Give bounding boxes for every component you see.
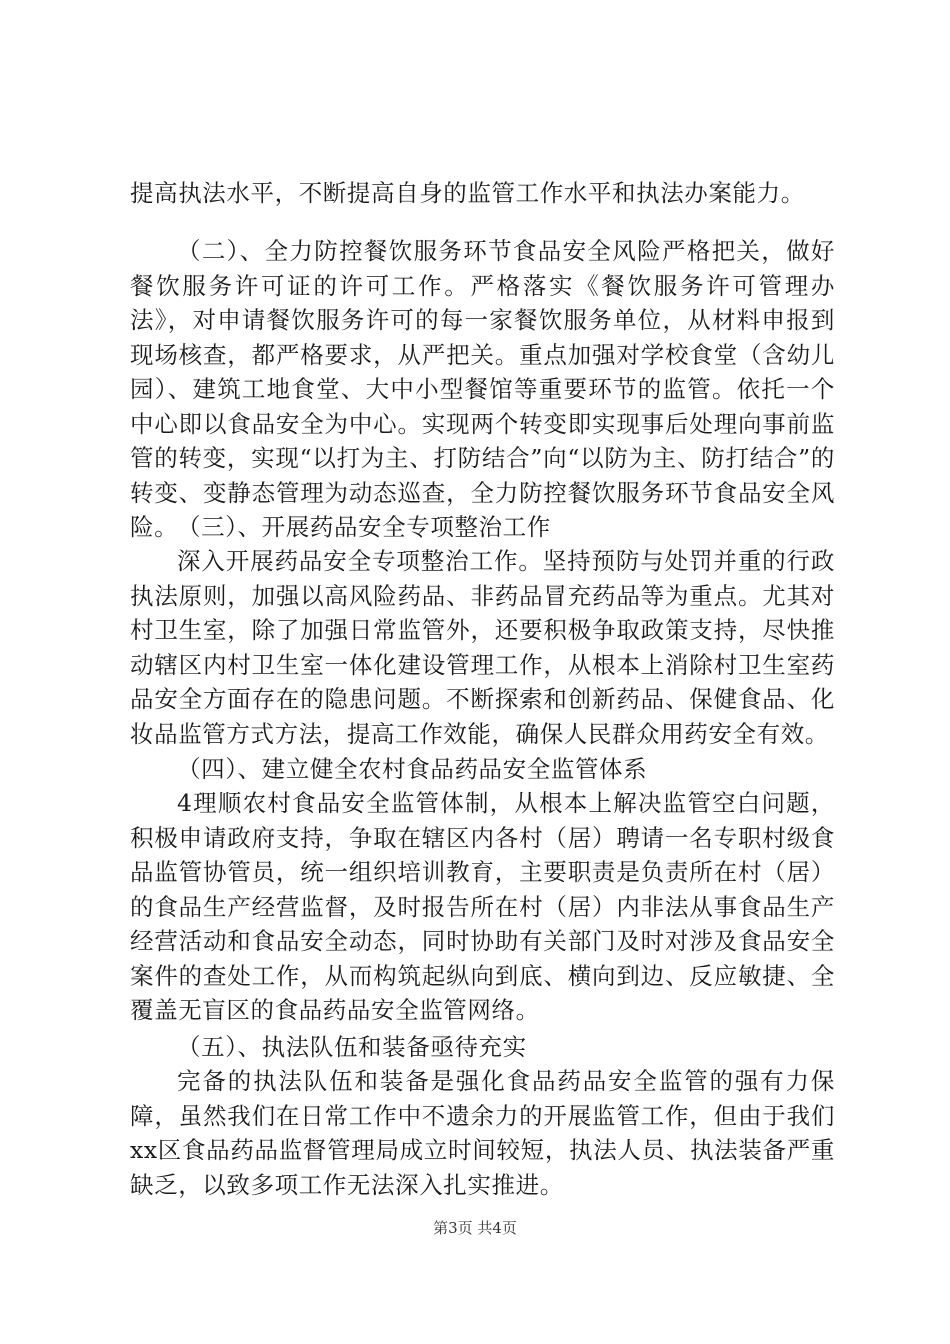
- paragraph-intro: 提高执法水平，不断提高自身的监管工作水平和执法办案能力。: [130, 179, 805, 207]
- paragraph-section-3: 深入开展药品安全专项整治工作。坚持预防与处罚并重的行政执法原则，加强以高风险药品、非药品冒充药品等为重点。尤其对村卫生室，除了加强日常监管外，还要积极争取政策支持，尽快推动辖区内村卫生室一体化建设管理工作，从根本上消除村卫生室药品安全方面存在的隐患问题。不断探索和创新药品、保健食品、化妆品监管方式方法，提高工作效能，确保人民群众用药安全有效。: [130, 547, 835, 748]
- heading-section-3: （三）、开展药品安全专项整治工作: [177, 513, 551, 541]
- paragraph-section-5: 完备的执法队伍和装备是强化食品药品安全监管的强有力保障，虽然我们在日常工作中不遗余力的开展监管工作，但由于我们xx区食品药品监督管理局成立时间较短，执法人员、执法装备严重缺乏，以致多项工作无法深入扎实推进。: [130, 1067, 835, 1199]
- paragraph-section-4: 4理顺农村食品安全监管体制，从根本上解决监管空白问题，积极申请政府支持，争取在辖区内各村（居）聘请一名专职村级食品监管协管员，统一组织培训教育，主要职责是负责所在村（居）的食品生产经营监督，及时报告所在村（居）内非法从事食品生产经营活动和食品安全动态，同时协助有关部门及时对涉及食品安全案件的查处工作，从而构筑起纵向到底、横向到边、反应敏捷、全覆盖无盲区的食品药品安全监管网络。: [130, 789, 835, 1024]
- page-number: 第3页 共4页: [433, 1219, 517, 1237]
- heading-section-4: （四）、建立健全农村食品药品安全监管体系: [177, 755, 648, 783]
- heading-section-5: （五）、执法队伍和装备亟待充实: [177, 1033, 527, 1061]
- paragraph-section-2: （二）、全力防控餐饮服务环节食品安全风险严格把关，做好餐饮服务许可证的许可工作。严格落实《餐饮服务许可管理办法》，对申请餐饮服务许可的每一家餐饮服务单位，从材料申报到现场核查，都严格要求，从严把关。重点加强对学校食堂（含幼儿园）、建筑工地食堂、大中小型餐馆等重要环节的监管。依托一个中心即以食品安全为中心。实现两个转变即实现事后处理向事前监管的转变，实现“以打为主、打防结合”向“以防为主、防打结合”的转变、变静态管理为动态巡查，全力防控餐饮服务环节食品安全风险。: [130, 237, 835, 541]
